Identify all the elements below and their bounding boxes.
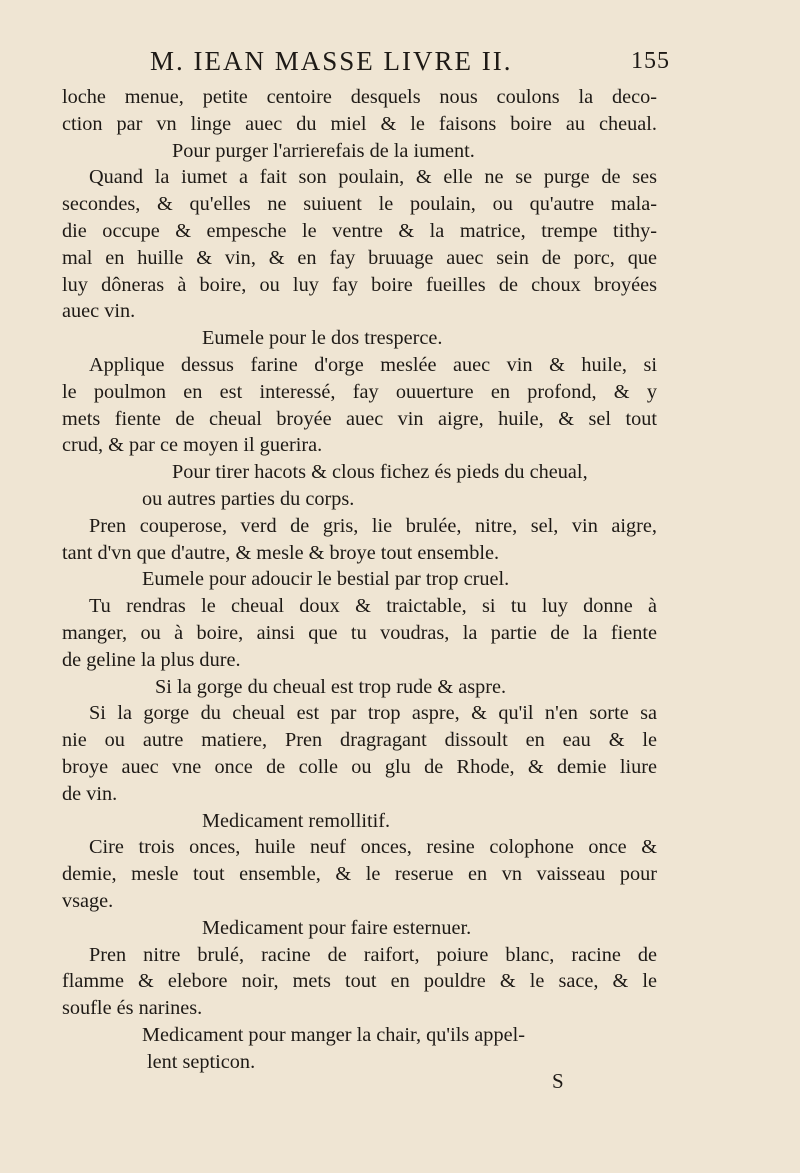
text-line: Cire trois onces, huile neuf onces, resine colophone once & <box>89 836 657 859</box>
section-heading: Pour purger l'arrierefais de la iument. <box>172 139 475 162</box>
text-block <box>62 84 657 1075</box>
section-heading: Eumele pour adoucir le bestial par trop cruel. <box>142 568 510 591</box>
page-number: 155 <box>631 48 670 74</box>
text-line: demie, mesle tout ensemble, & le reserue en vn vaisseau pour <box>62 863 657 886</box>
text-line: de geline la plus dure. <box>62 648 241 671</box>
text-line: vsage. <box>62 889 114 912</box>
text-line: ction par vn linge auec du miel & le faisons boire au cheual. <box>62 112 657 135</box>
section-heading: lent septicon. <box>147 1050 256 1073</box>
text-line: mal en huille & vin, & en fay bruuage auec sein de porc, que <box>62 246 657 269</box>
running-header <box>150 46 670 82</box>
text-line: luy dôneras à boire, ou luy fay boire fueilles de choux broyées <box>62 273 657 296</box>
text-line: le poulmon en est interessé, fay ouuerture en profond, & y <box>62 380 657 403</box>
text-line: Pren nitre brulé, racine de raifort, poiure blanc, racine de <box>89 943 657 966</box>
signature-mark: S <box>552 1069 564 1093</box>
text-line: broye auec vne once de colle ou glu de Rhode, & demie liure <box>62 755 657 778</box>
text-line: mets fiente de cheual broyée auec vin aigre, huile, & sel tout <box>62 407 657 430</box>
text-line: die occupe & empesche le ventre & la matrice, trempe tithy- <box>62 219 657 242</box>
text-line: Si la gorge du cheual est par trop aspre, & qu'il n'en sorte sa <box>89 702 657 725</box>
text-line: Pren couperose, verd de gris, lie brulée, nitre, sel, vin aigre, <box>89 514 657 537</box>
text-line: secondes, & qu'elles ne suiuent le poulain, ou qu'autre mala- <box>62 193 657 216</box>
running-title: M. IEAN MASSE LIVRE II. <box>150 46 513 76</box>
section-heading: Eumele pour le dos tresperce. <box>202 327 443 350</box>
section-heading: Medicament pour faire esternuer. <box>202 916 472 939</box>
text-line: auec vin. <box>62 300 136 323</box>
section-heading: Pour tirer hacots & clous fichez és pieds du cheual, <box>172 461 588 484</box>
text-line: de vin. <box>62 782 118 805</box>
text-line: Quand la iumet a fait son poulain, & elle ne se purge de ses <box>89 166 657 189</box>
text-line: tant d'vn que d'autre, & mesle & broye tout ensemble. <box>62 541 500 564</box>
section-heading: Medicament remollitif. <box>202 809 391 832</box>
text-line: nie ou autre matiere, Pren dragragant dissoult en eau & le <box>62 729 657 752</box>
section-heading: Medicament pour manger la chair, qu'ils appel- <box>142 1023 525 1046</box>
section-heading: Si la gorge du cheual est trop rude & aspre. <box>155 675 507 698</box>
text-line: Tu rendras le cheual doux & traictable, si tu luy donne à <box>89 595 657 618</box>
text-line: soufle és narines. <box>62 997 203 1020</box>
text-line: crud, & par ce moyen il guerira. <box>62 434 323 457</box>
section-heading: ou autres parties du corps. <box>142 487 355 510</box>
text-line: manger, ou à boire, ainsi que tu voudras, la partie de la fiente <box>62 621 657 644</box>
text-line: loche menue, petite centoire desquels nous coulons la deco- <box>62 86 657 108</box>
text-line: Applique dessus farine d'orge meslée auec vin & huile, si <box>89 353 657 376</box>
text-line: flamme & elebore noir, mets tout en pouldre & le sace, & le <box>62 970 657 993</box>
